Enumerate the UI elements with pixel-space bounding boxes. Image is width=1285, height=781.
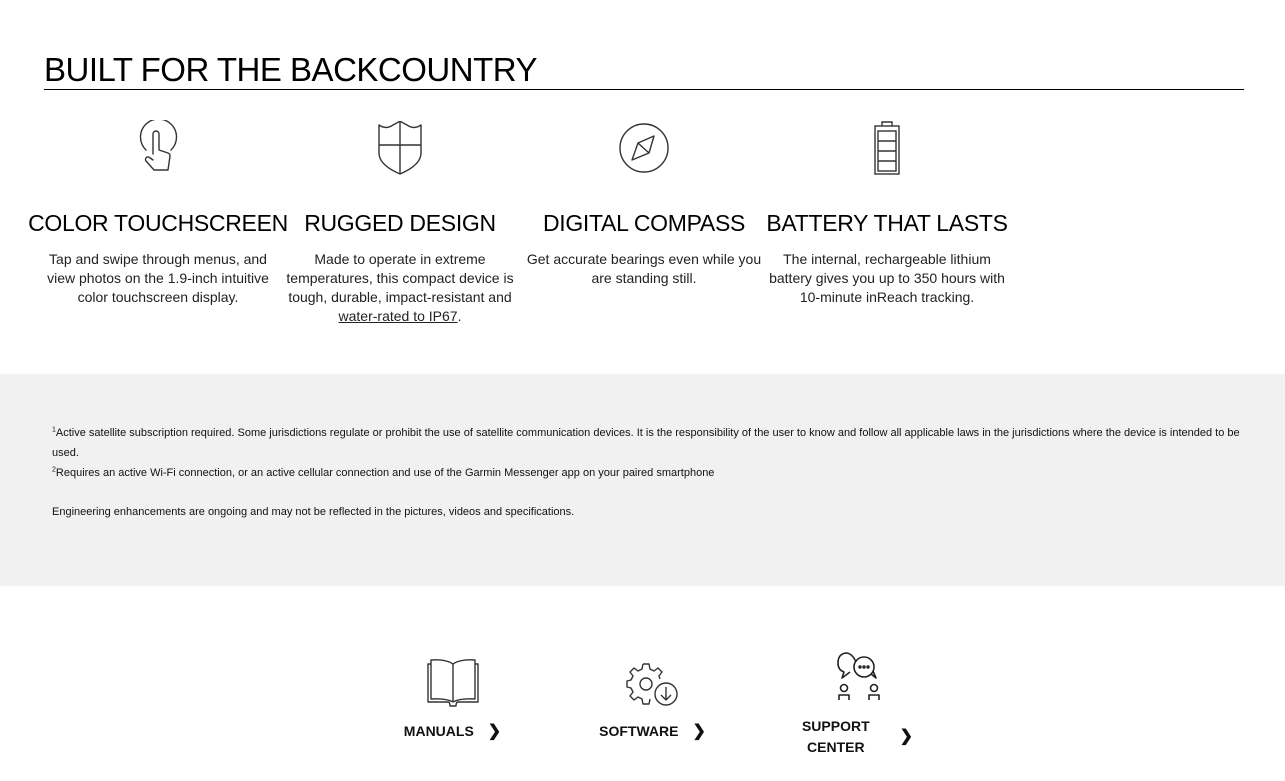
feature-color-touchscreen [28, 118, 288, 307]
ip67-link[interactable]: water-rated to IP67 [338, 308, 458, 324]
feature-description-end: . [457, 308, 462, 324]
touch-hand-icon [40, 118, 276, 178]
support-chat-icon [795, 648, 920, 704]
feature-description [282, 250, 518, 326]
title-divider [44, 89, 1244, 90]
manuals-link[interactable] [395, 648, 510, 742]
feature-rugged-design [282, 118, 518, 326]
chevron-right-icon: ❯ [899, 728, 914, 745]
feature-description: Tap and swipe through menus, and view photos on the 1.9-inch intuitive color touchscreen display. [47, 251, 269, 305]
footnote-marker: 1 [52, 426, 56, 434]
support-center-link[interactable] [795, 648, 920, 758]
software-label: SOFTWARE [599, 723, 679, 739]
footnote-1 [52, 423, 1242, 463]
footnote-text: Requires an active Wi-Fi connection, or an active cellular connection and use of the Garmin Messenger app on your paired smartphone [55, 467, 715, 479]
footnote-2 [52, 463, 1242, 483]
gear-download-icon [590, 648, 715, 708]
feature-description-text: Made to operate in extreme temperatures, this compact device is tough, durable, impact-resistant and [286, 251, 514, 305]
support-label-line2: CENTER [807, 739, 865, 755]
compass-icon [526, 118, 762, 178]
support-center-label [802, 716, 870, 758]
feature-title: RUGGED DESIGN [304, 210, 496, 236]
chevron-right-icon: ❯ [487, 722, 502, 740]
feature-title: BATTERY THAT LASTS [766, 210, 1008, 236]
section-title: BUILT FOR THE BACKCOUNTRY [44, 51, 537, 88]
shield-icon [282, 118, 518, 178]
footnote-marker: 2 [52, 466, 56, 474]
battery-icon [769, 118, 1005, 178]
disclaimer-section [0, 374, 1285, 586]
chevron-right-icon: ❯ [692, 722, 706, 740]
feature-digital-compass [526, 118, 762, 288]
feature-battery [766, 118, 1008, 307]
feature-title: DIGITAL COMPASS [542, 210, 746, 236]
manuals-label: MANUALS [403, 723, 474, 739]
feature-description: Get accurate bearings even while you are standing still. [526, 251, 762, 286]
support-label-line1: SUPPORT [801, 718, 870, 734]
book-icon [395, 648, 510, 708]
footnote-text: Active satellite subscription required. Some jurisdictions regulate or prohibit the use of satellite communication devices. It is the responsibility of the user to know and follow all applicable laws in the jurisdictions where the device is intended to be used. [52, 427, 1240, 459]
software-link[interactable] [590, 648, 715, 742]
feature-title: COLOR TOUCHSCREEN [28, 210, 288, 236]
feature-description: The internal, rechargeable lithium battery gives you up to 350 hours with 10-minute inReach tracking. [769, 251, 1005, 305]
engineering-note: Engineering enhancements are ongoing and may not be reflected in the pictures, videos and specifications. [52, 506, 575, 518]
